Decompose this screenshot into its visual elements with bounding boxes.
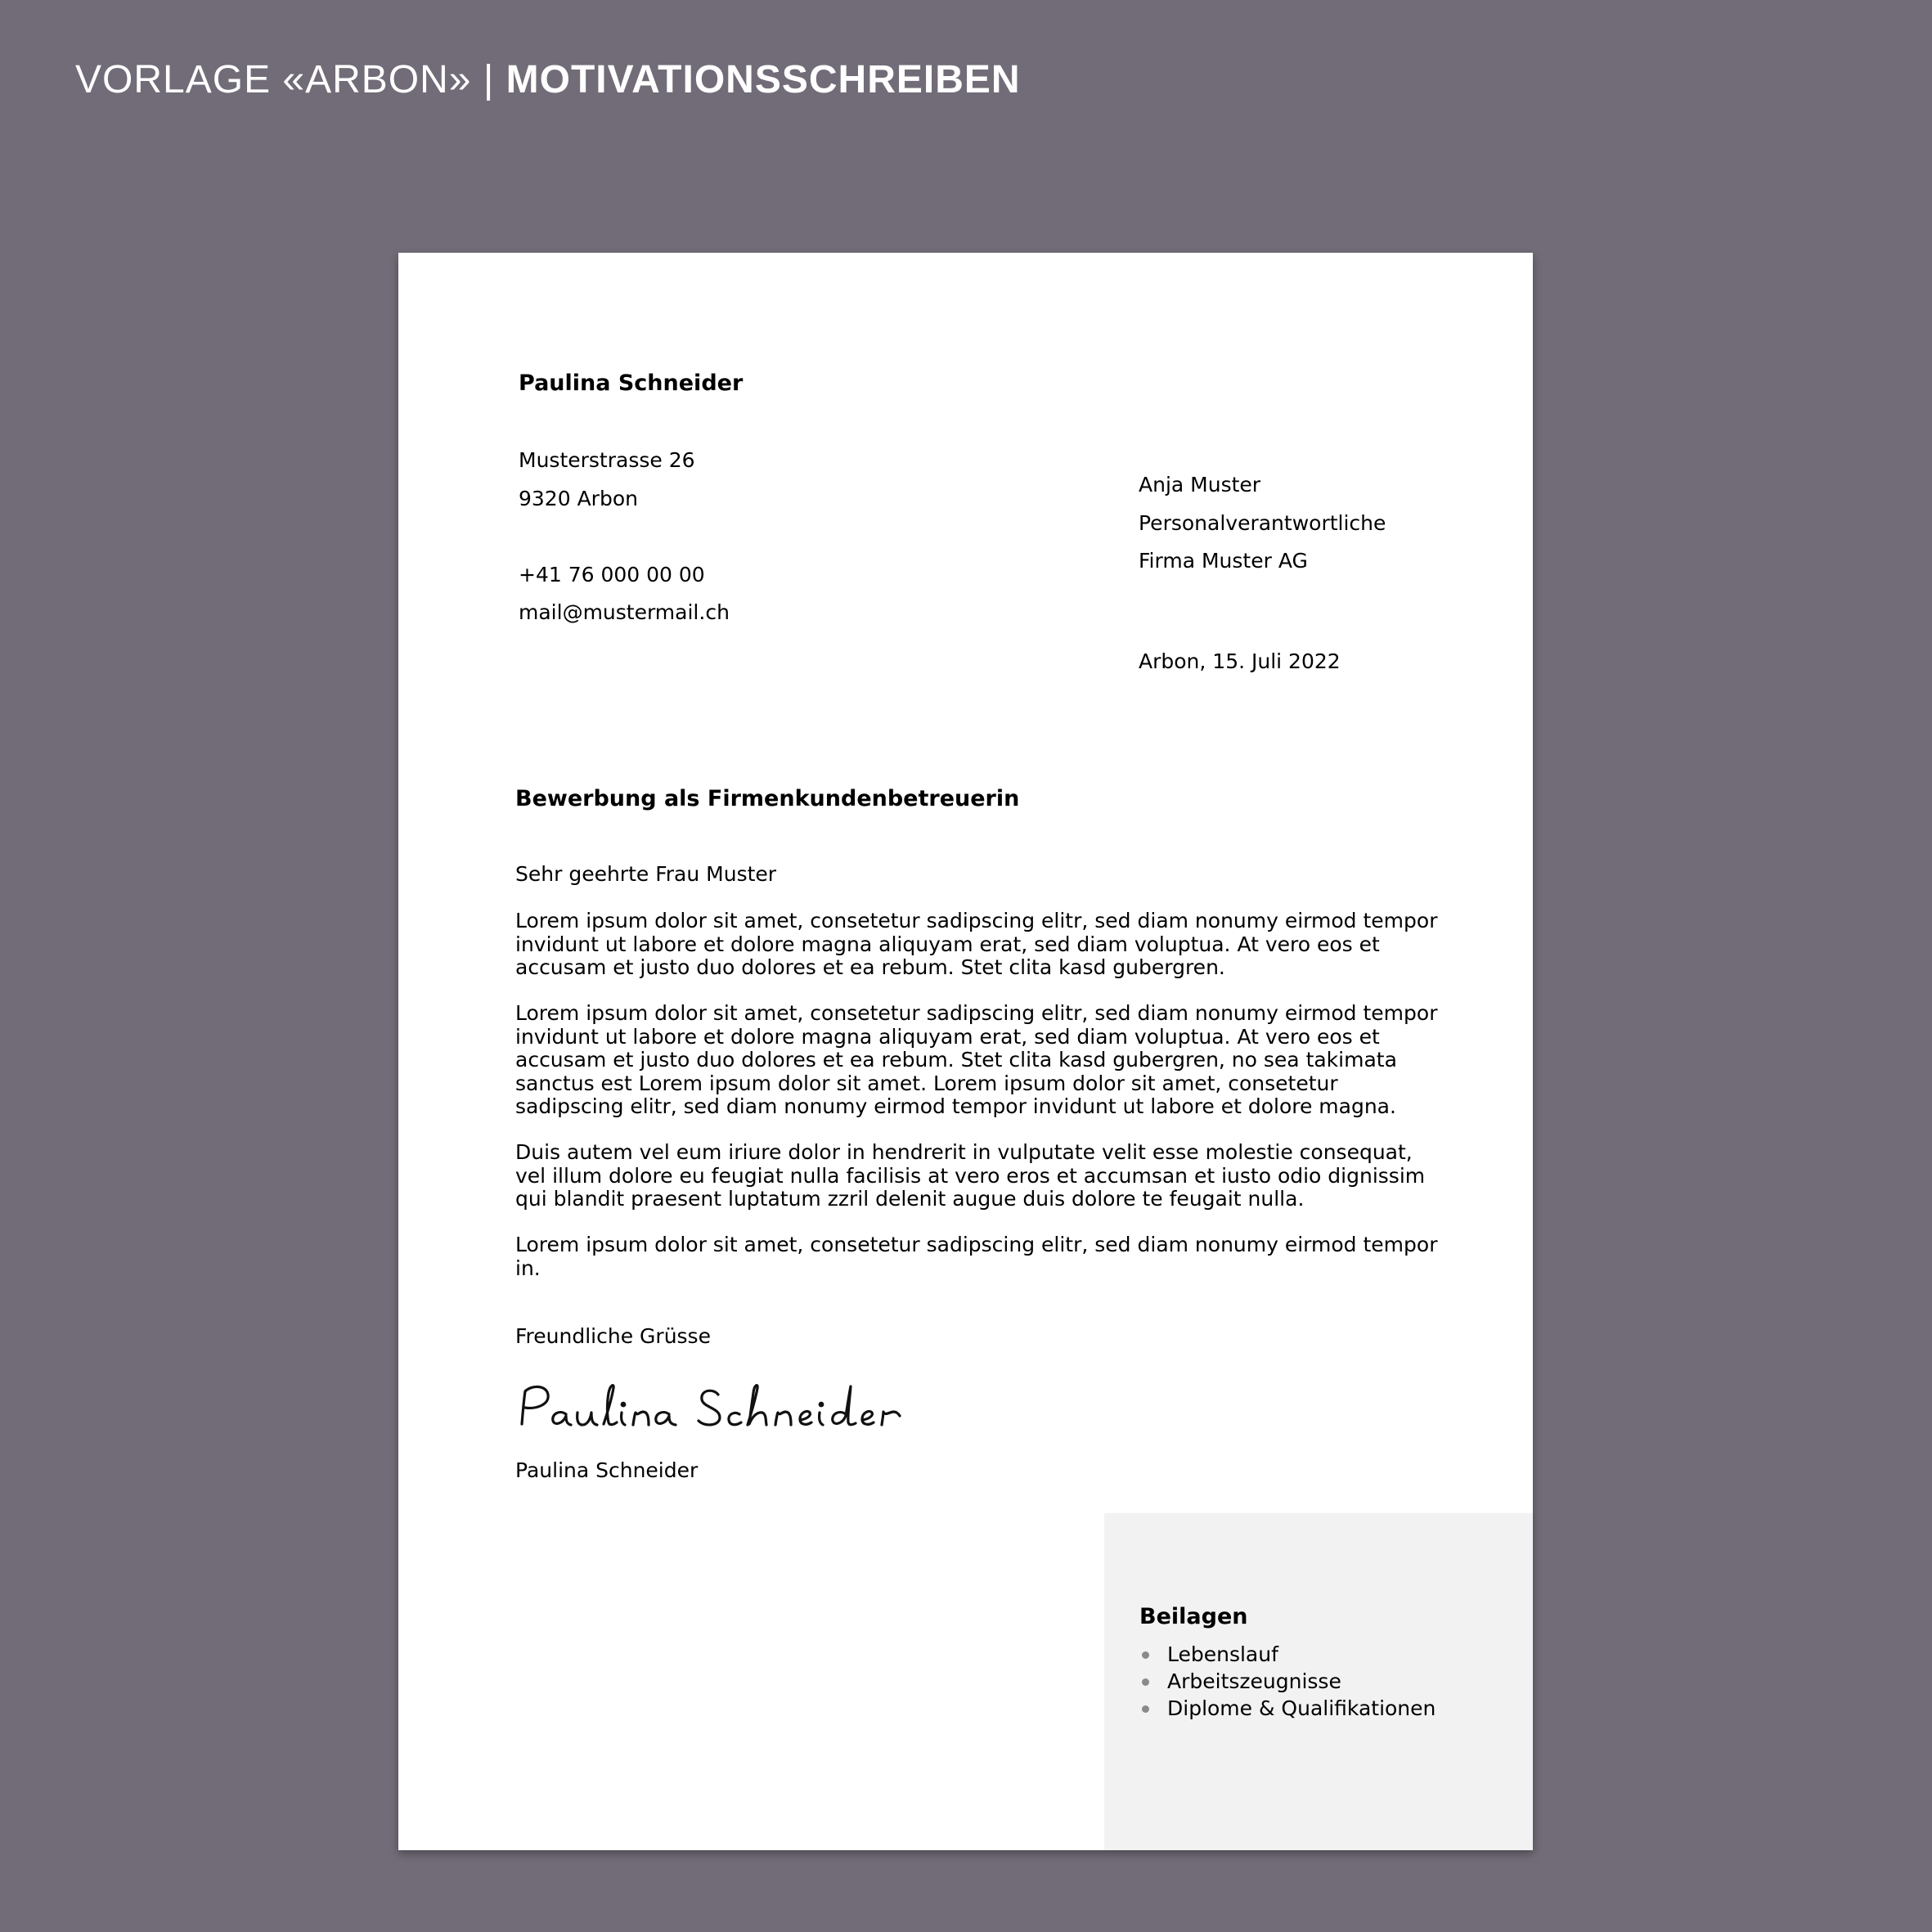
sender-street: Musterstrasse 26 <box>519 448 695 472</box>
sender-name: Paulina Schneider <box>519 371 744 396</box>
header-prefix: VORLAGE «ARBON» | <box>75 58 506 101</box>
closing: Freundliche Grüsse <box>515 1324 711 1348</box>
letter-date: Arbon, 15. Juli 2022 <box>1139 649 1341 673</box>
handwritten-signature <box>515 1373 973 1463</box>
recipient-role: Personalverantwortliche <box>1139 511 1386 535</box>
body-paragraph-3: Duis autem vel eum iriure dolor in hendrerit in vulputate velit esse molestie consequat, vel illum dolore eu feugiat nulla facilisis at vero eros et accumsan et iusto odio dignissim qui blandit praesent luptatum zzril delenit augue duis dolore te feugait nulla. <box>515 1140 1426 1211</box>
recipient-name: Anja Muster <box>1139 473 1261 496</box>
list-item <box>1139 1695 1436 1722</box>
attachment-label: Arbeitszeugnisse <box>1167 1669 1341 1693</box>
attachments-list <box>1139 1641 1436 1722</box>
salutation: Sehr geehrte Frau Muster <box>515 862 777 886</box>
header-title: MOTIVATIONSSCHREIBEN <box>505 58 1021 101</box>
recipient-company: Firma Muster AG <box>1139 549 1308 573</box>
body-paragraph-4: Lorem ipsum dolor sit amet, consetetur sadipscing elitr, sed diam nonumy eirmod tempor in. <box>515 1233 1438 1280</box>
attachment-label: Lebenslauf <box>1167 1642 1278 1666</box>
bullet-icon <box>1142 1651 1149 1659</box>
sender-phone: +41 76 000 00 00 <box>519 563 705 586</box>
body-paragraph-2: Lorem ipsum dolor sit amet, consetetur sadipscing elitr, sed diam nonumy eirmod tempor invidunt ut labore et dolore magna aliquyam erat, sed diam voluptua. At vero eos et accusam et justo duo dolores et ea rebum. Stet clita kasd gubergren, no sea takimata sanctus est Lorem ipsum dolor sit amet. Lorem ipsum dolor sit amet, consetetur sadipscing elitr, sed diam nonumy eirmod tempor invidunt ut labore et dolore magna. <box>515 1001 1438 1118</box>
signed-name: Paulina Schneider <box>515 1458 699 1482</box>
list-item <box>1139 1668 1436 1695</box>
sender-city: 9320 Arbon <box>519 487 638 510</box>
sender-email: mail@mustermail.ch <box>519 600 730 624</box>
attachments-box <box>1104 1513 1533 1850</box>
body-paragraph-1: Lorem ipsum dolor sit amet, consetetur sadipscing elitr, sed diam nonumy eirmod tempor invidunt ut labore et dolore magna aliquyam erat, sed diam voluptua. At vero eos et accusam et justo duo dolores et ea rebum. Stet clita kasd gubergren. <box>515 909 1438 979</box>
list-item <box>1139 1641 1436 1668</box>
attachment-label: Diplome & Qualifikationen <box>1167 1696 1436 1720</box>
letter-subject: Bewerbung als Firmenkundenbetreuerin <box>515 786 1020 811</box>
bullet-icon <box>1142 1705 1149 1713</box>
letter-sheet <box>398 253 1533 1850</box>
attachments-title: Beilagen <box>1139 1604 1248 1629</box>
bullet-icon <box>1142 1678 1149 1686</box>
page-header <box>75 54 1021 106</box>
